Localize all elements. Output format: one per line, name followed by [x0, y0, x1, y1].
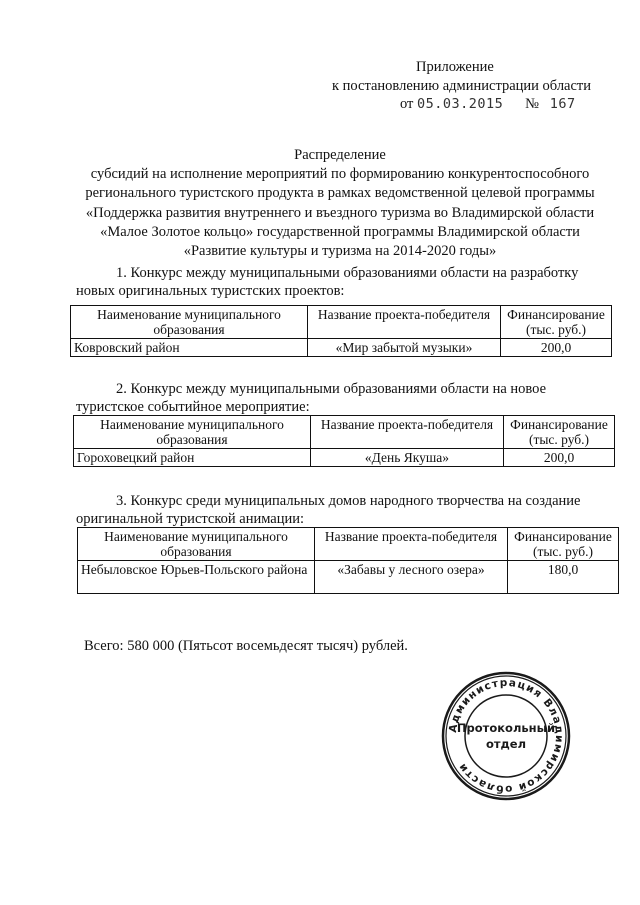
title-heading: Распределение [294, 147, 386, 163]
title-line: «Малое Золотое кольцо» государственной программы Владимирской области [100, 223, 580, 240]
section-1-heading [76, 264, 621, 300]
table-row [74, 449, 615, 467]
col-funding: Финансирование (тыс. руб.) [501, 306, 612, 339]
section-2-heading [76, 380, 621, 416]
section-2-line1: 2. Конкурс между муниципальными образованиями области на новое [116, 381, 547, 397]
cell-municipality: Небыловское Юрьев-Польского района [78, 561, 315, 594]
number-sign: № [525, 96, 539, 112]
appendix-date-number [400, 95, 576, 114]
appendix-resolution-ref: к постановлению администрации области [332, 78, 592, 94]
appendix-title: Приложение [416, 59, 494, 75]
total-amount: Всего: 580 000 (Пятьсот восемьдесят тысяч) рублей. [84, 638, 408, 654]
col-project: Название проекта-победителя [308, 306, 501, 339]
cell-project: «День Якуша» [311, 449, 504, 467]
col-funding: Финансирование (тыс. руб.) [504, 416, 615, 449]
table-row [71, 339, 612, 357]
section-2-table [73, 415, 615, 467]
seal-outer-ring-inner [446, 676, 566, 796]
resolution-number: 167 [549, 96, 576, 112]
col-project: Название проекта-победителя [315, 528, 508, 561]
table-row [78, 561, 619, 594]
resolution-date: 05.03.2015 [417, 96, 504, 112]
document-title [40, 146, 640, 261]
title-line: «Поддержка развития внутреннего и въездного туризма во Владимирской области [85, 204, 595, 221]
seal-outer-ring [443, 673, 569, 799]
table-header-row [74, 416, 615, 449]
cell-funding: 200,0 [501, 339, 612, 357]
title-line: «Развитие культуры и туризма на 2014-2020 годы» [183, 243, 497, 260]
section-1-line1: 1. Конкурс между муниципальными образованиями области на разработку [116, 265, 579, 281]
col-project: Название проекта-победителя [311, 416, 504, 449]
col-municipality: Наименование муниципального образования [74, 416, 311, 449]
cell-municipality: Ковровский район [71, 339, 308, 357]
section-3-table [77, 527, 619, 594]
seal-center-line1: Протокольный [456, 721, 556, 735]
cell-funding: 200,0 [504, 449, 615, 467]
section-3-line2: оригинальной туристской анимации: [76, 511, 305, 527]
section-1-line2: новых оригинальных туристских проектов: [76, 283, 345, 299]
cell-project: «Забавы у лесного озера» [315, 561, 508, 594]
section-3-heading [76, 492, 621, 528]
cell-project: «Мир забытой музыки» [308, 339, 501, 357]
table-header-row [71, 306, 612, 339]
title-line: регионального туристского продукта в рамках ведомственной целевой программы [85, 185, 595, 202]
title-line: субсидий на исполнение мероприятий по формированию конкурентоспособного [90, 166, 590, 183]
table-header-row [78, 528, 619, 561]
seal-ring-text: Администрация Владимирской области [446, 676, 566, 796]
col-funding: Финансирование (тыс. руб.) [508, 528, 619, 561]
seal-center-line2: отдел [485, 737, 527, 751]
cell-funding: 180,0 [508, 561, 619, 594]
section-1-table [70, 305, 612, 357]
seal-inner-ring [465, 695, 547, 777]
section-3-line1: 3. Конкурс среди муниципальных домов народного творчества на создание [116, 493, 581, 509]
section-2-line2: туристское событийное мероприятие: [76, 399, 310, 415]
official-seal [440, 670, 572, 802]
col-municipality: Наименование муниципального образования [78, 528, 315, 561]
date-prefix: от [400, 96, 414, 112]
cell-municipality: Гороховецкий район [74, 449, 311, 467]
col-municipality: Наименование муниципального образования [71, 306, 308, 339]
